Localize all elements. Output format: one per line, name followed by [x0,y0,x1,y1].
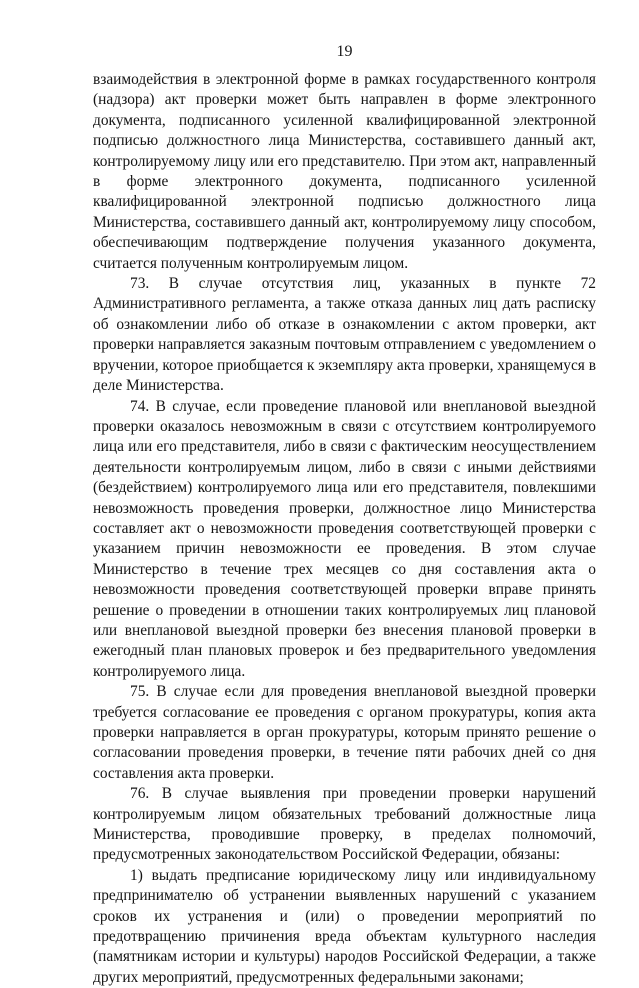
paragraph-76: 76. В случае выявления при проведении проверки нарушений контролируемым лицом обязательных требований должностные лица Министерства, проводившие проверку, в пределах полномочий, предусмотренных законодательством Российской Федерации, обязаны: [93,785,596,864]
paragraph-75: 75. В случае если для проведения внеплановой выездной проверки требуется согласование ее проведения с органом прокуратуры, копия акта проверки направляется в орган прокуратуры, которым принято решение о согласовании проведения проверки, в течение пяти рабочих дней со дня составления акта проверки. [93,683,596,782]
paragraph-74: 74. В случае, если проведение плановой или внеплановой выездной проверки оказалось невозможным в связи с отсутствием контролируемого лица или его представителя, либо в связи с фактическим неосуществлением деятельности контролируемым лицом, либо в связи с иными действиями (бездействием) контролируемого лица или его представителя, повлекшими невозможность проведения проверки, должностное лицо Министерства составляет акт о невозможности проведения соответствующей проверки с указанием причин невозможности ее проведения. В этом случае Министерство в течение трех месяцев со дня составления акта о невозможности проведения соответствующей проверки вправе принять решение о проведении в отношении таких контролируемых лиц плановой или внеплановой выездной проверки без внесения плановой проверки в ежегодный план плановых проверок и без предварительного уведомления контролируемого лица. [93,397,596,680]
page-number: 19 [336,43,353,60]
document-body [93,70,596,988]
paragraph-76-item-1: 1) выдать предписание юридическому лицу или индивидуальному предпринимателю об устранении выявленных нарушений с указанием сроков их устранения и (или) о проведении мероприятий по предотвращению причинения вреда объектам культурного наследия (памятникам истории и культуры) народов Российской Федерации, а также других мероприятий, предусмотренных федеральными законами; [93,866,596,986]
paragraph-73: 73. В случае отсутствия лиц, указанных в пункте 72 Административного регламента, а также отказа данных лиц дать расписку об ознакомлении либо об отказе в ознакомлении с актом проверки, акт проверки направляется заказным почтовым отправлением с уведомлением о вручении, которое приобщается к экземпляру акта проверки, хранящемуся в деле Министерства. [93,275,596,395]
paragraph-continuation: взаимодействия в электронной форме в рамках государственного контроля (надзора) акт проверки может быть направлен в форме электронного документа, подписанного усиленной квалифицированной электронной подписью должностного лица Министерства, составившего данный акт, контролируемому лицу или его представителю. При этом акт, направленный в форме электронного документа, подписанного усиленной квалифицированной электронной подписью должностного лица Министерства, составившего данный акт, контролируемому лицу способом, обеспечивающим подтверждение получения указанного документа, считается полученным контролируемым лицом. [93,71,596,272]
